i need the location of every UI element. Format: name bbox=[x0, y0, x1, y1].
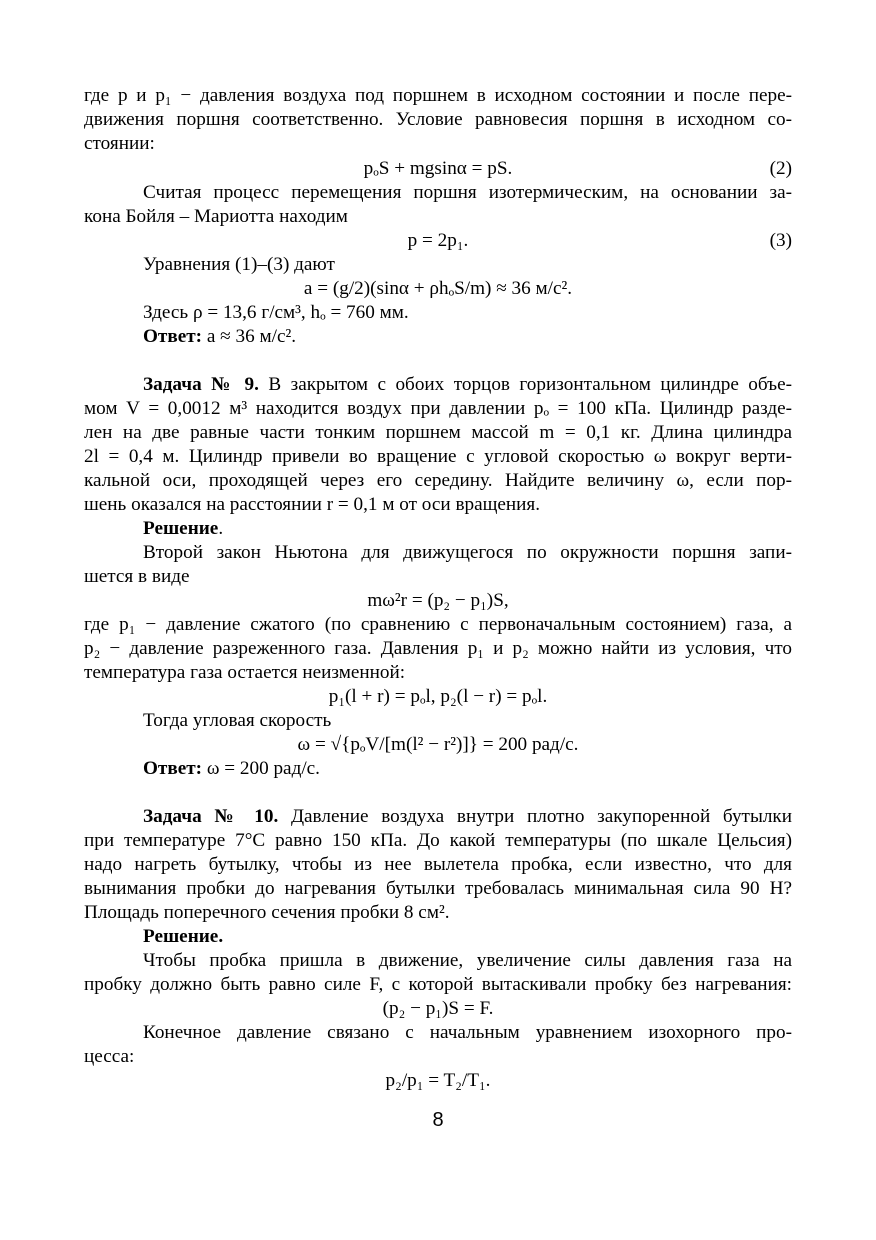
text-line: кона Бойля – Мариотта находим bbox=[84, 206, 348, 227]
text-line: шется в виде bbox=[84, 566, 190, 587]
equation-acceleration: a = (g/2)(sinα + ρhₒS/m) ≈ 36 м/с². bbox=[303, 278, 573, 299]
task-9-line: Задача № 9. В закрытом с обоих торцов горизонтальном цилиндре объе- bbox=[143, 374, 793, 395]
answer-value: ω = 200 рад/с. bbox=[206, 758, 320, 779]
text-line: шень оказался на расстоянии r = 0,1 м от оси вращения. bbox=[84, 494, 541, 515]
text-line: надо нагреть бутылку, чтобы из нее вылетела пробка, если известно, что для bbox=[84, 854, 792, 875]
text-line: Площадь поперечного сечения пробки 8 см². bbox=[84, 902, 450, 923]
text-line: движения поршня соответственно. Условие равновесия поршня в исходном со- bbox=[84, 109, 792, 130]
answer-line bbox=[143, 757, 320, 781]
equation-newton: mω²r = (p₂ − p₁)S, bbox=[367, 590, 509, 611]
solution-heading: Решение. bbox=[143, 926, 224, 947]
text-line: Конечное давление связано с начальным уравнением изохорного про- bbox=[143, 1022, 792, 1043]
text-line: Чтобы пробка пришла в движение, увеличение силы давления газа на bbox=[143, 950, 792, 971]
text-line: температура газа остается неизменной: bbox=[84, 662, 406, 683]
text-line: Второй закон Ньютона для движущегося по окружности поршня запи- bbox=[143, 542, 792, 563]
text-line: цесса: bbox=[84, 1046, 135, 1067]
answer-label: Ответ: bbox=[143, 758, 203, 779]
text-line: при температуре 7°C равно 150 кПа. До какой температуры (по шкале Цельсия) bbox=[84, 830, 792, 851]
task-9-title: Задача № 9. bbox=[143, 374, 259, 395]
task-10-title: Задача № 10. bbox=[143, 806, 279, 827]
text-line: лен на две равные части тонким поршнем массой m = 0,1 кг. Длина цилиндра bbox=[84, 422, 792, 443]
equation-isochoric: p₂/p₁ = T₂/T₁. bbox=[385, 1070, 491, 1091]
answer-value: a ≈ 36 м/с². bbox=[206, 326, 297, 347]
equation-boyle: p₁(l + r) = pₒl, p₂(l − r) = pₒl. bbox=[328, 686, 548, 707]
text-line: где p и p₁ − давления воздуха под поршнем в исходном состоянии и после пере- bbox=[84, 85, 792, 106]
text-line: где p₁ − давление сжатого (по сравнению с первоначальным состоянием) газа, а bbox=[84, 614, 792, 635]
text-line: p₂ − давление разреженного газа. Давления p₁ и p₂ можно найти из условия, что bbox=[84, 638, 792, 659]
text-line: стоянии: bbox=[84, 133, 155, 154]
text-line: Считая процесс перемещения поршня изотермическим, на основании за- bbox=[143, 182, 792, 203]
equation-2: pₒS + mgsinα = pS. bbox=[363, 158, 513, 179]
text-line: вынимания пробки до нагревания бутылки требовалась минимальная сила 90 Н? bbox=[84, 878, 792, 899]
equation-number-3: (3) bbox=[769, 230, 792, 251]
equation-number-2: (2) bbox=[769, 158, 792, 179]
text-line: кальной оси, проходящей через его середину. Найдите величину ω, если пор- bbox=[84, 470, 792, 491]
text-line: Уравнения (1)–(3) дают bbox=[143, 254, 335, 275]
text-line: Здесь ρ = 13,6 г/см³, hₒ = 760 мм. bbox=[143, 302, 409, 323]
equation-omega: ω = √{pₒV/[m(l² − r²)]} = 200 рад/с. bbox=[297, 734, 579, 755]
text-line: 2l = 0,4 м. Цилиндр привели во вращение с угловой скоростью ω вокруг верти- bbox=[84, 446, 792, 467]
text-line: мом V = 0,0012 м³ находится воздух при давлении pₒ = 100 кПа. Цилиндр разде- bbox=[84, 398, 792, 419]
task-10-line: Задача № 10. Давление воздуха внутри плотно закупоренной бутылки bbox=[143, 806, 792, 827]
answer-label: Ответ: bbox=[143, 326, 203, 347]
equation-3: p = 2p₁. bbox=[407, 230, 469, 251]
equation-force: (p₂ − p₁)S = F. bbox=[382, 998, 494, 1019]
text-line: Тогда угловая скорость bbox=[143, 710, 332, 731]
text-line: пробку должно быть равно силе F, с которой вытаскивали пробку без нагревания: bbox=[84, 974, 792, 995]
solution-heading: Решение. bbox=[143, 518, 224, 539]
page-number: 8 bbox=[432, 1109, 444, 1131]
answer-line bbox=[143, 325, 296, 349]
